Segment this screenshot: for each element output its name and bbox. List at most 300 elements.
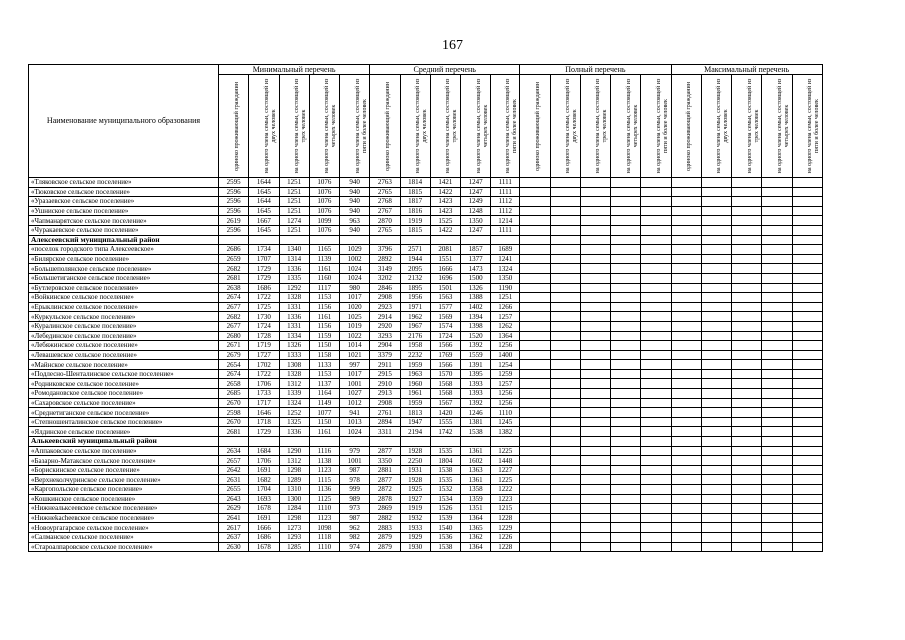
empty-cell [701,475,731,485]
empty-cell [520,360,550,370]
empty-cell [792,321,822,331]
min-value-cell: 1156 [309,321,339,331]
empty-cell [732,485,762,495]
empty-cell [611,187,641,197]
min-value-cell: 1328 [279,369,309,379]
empty-cell [641,456,671,466]
mid-value-cell: 1563 [430,293,460,303]
min-value-cell: 1077 [309,408,339,418]
min-value-cell: 1722 [249,369,279,379]
min-value-cell: 1136 [309,485,339,495]
min-value-cell: 940 [340,187,370,197]
min-value-cell: 2659 [219,254,249,264]
min-value-cell: 2596 [219,206,249,216]
empty-cell [611,197,641,207]
mid-value-cell: 2915 [370,369,400,379]
min-value-cell: 978 [340,475,370,485]
empty-cell [671,360,701,370]
municipality-name: «Ромодановское сельское поселение» [29,389,219,399]
subcolumn-header [430,75,460,178]
empty-cell [792,264,822,274]
empty-cell [792,235,822,245]
empty-cell [550,389,580,399]
subcolumn-header [671,75,701,178]
empty-cell [641,293,671,303]
min-value-cell: 1691 [249,465,279,475]
empty-cell [550,398,580,408]
mid-value-cell: 2761 [370,408,400,418]
empty-cell [792,379,822,389]
table-row [29,485,823,495]
mid-value-cell: 1254 [491,360,520,370]
municipality-name: «Лебяжинское сельское поселение» [29,341,219,351]
subcolumn-header-text: на одного члена семьи, состоящей из двух человек [565,78,578,174]
min-value-cell: 2670 [219,417,249,427]
min-value-cell: 1717 [249,398,279,408]
mid-value-cell: 1577 [430,302,460,312]
empty-cell [520,494,550,504]
mid-value-cell: 1364 [461,513,491,523]
min-value-cell: 1024 [340,427,370,437]
empty-cell [611,178,641,188]
mid-value-cell: 1392 [461,341,491,351]
min-value-cell: 1125 [309,494,339,504]
empty-cell [400,235,430,245]
empty-cell [580,369,610,379]
empty-cell [641,408,671,418]
empty-cell [762,206,792,216]
mid-value-cell: 1422 [430,187,460,197]
table-row [29,245,823,255]
empty-cell [611,273,641,283]
mid-value-cell: 1534 [430,494,460,504]
empty-cell [309,235,339,245]
empty-cell [701,427,731,437]
min-value-cell: 1159 [309,331,339,341]
empty-cell [701,273,731,283]
min-value-cell: 1252 [279,408,309,418]
empty-cell [611,312,641,322]
empty-cell [611,532,641,542]
min-value-cell: 1702 [249,360,279,370]
mid-value-cell: 2882 [370,513,400,523]
min-value-cell: 963 [340,216,370,226]
subcolumn-header [792,75,822,178]
min-value-cell: 2674 [219,369,249,379]
empty-cell [671,389,701,399]
min-value-cell: 1076 [309,197,339,207]
min-value-cell: 1251 [279,187,309,197]
min-value-cell: 1024 [340,273,370,283]
empty-cell [641,178,671,188]
table-row [29,408,823,418]
mid-value-cell: 1112 [491,197,520,207]
min-value-cell: 1139 [309,254,339,264]
mid-value-cell: 1813 [400,408,430,418]
empty-cell [792,369,822,379]
empty-cell [520,427,550,437]
min-value-cell: 1289 [279,475,309,485]
empty-cell [641,187,671,197]
empty-cell [732,197,762,207]
empty-cell [611,398,641,408]
min-value-cell: 1020 [340,302,370,312]
min-value-cell: 1718 [249,417,279,427]
min-value-cell: 1314 [279,254,309,264]
name-column-header: Наименование муниципального образования [29,65,219,178]
empty-cell [762,254,792,264]
mid-value-cell: 1247 [461,187,491,197]
min-value-cell: 1019 [340,321,370,331]
min-value-cell: 1328 [279,293,309,303]
mid-value-cell: 2869 [370,504,400,514]
empty-cell [580,446,610,456]
group-header-full: Полный перечень [520,65,671,75]
min-value-cell: 997 [340,360,370,370]
min-value-cell: 1001 [340,379,370,389]
table-row [29,427,823,437]
min-value-cell: 1001 [340,456,370,466]
mid-value-cell: 1815 [400,225,430,235]
empty-cell [279,235,309,245]
subcolumn-header [491,75,520,178]
empty-cell [701,341,731,351]
min-value-cell: 2657 [219,456,249,466]
mid-value-cell: 1266 [491,302,520,312]
empty-cell [550,178,580,188]
min-value-cell: 2630 [219,542,249,552]
min-value-cell: 1722 [249,293,279,303]
min-value-cell: 2682 [219,264,249,274]
mid-value-cell: 1473 [461,264,491,274]
mid-value-cell: 2910 [370,379,400,389]
section-title: Алексеевский муниципальный район [29,235,219,245]
empty-cell [792,446,822,456]
empty-cell [701,485,731,495]
empty-cell [520,273,550,283]
min-value-cell: 1161 [309,427,339,437]
empty-cell [641,465,671,475]
min-value-cell: 1293 [279,532,309,542]
empty-cell [580,178,610,188]
municipality-name: «Левашевское сельское поселение» [29,350,219,360]
table-row [29,389,823,399]
subcolumn-header-text: на одного члена семьи, состоящей из четырех человек [776,78,790,174]
empty-cell [732,264,762,274]
empty-cell [550,245,580,255]
min-value-cell: 2642 [219,465,249,475]
empty-cell [671,350,701,360]
empty-cell [762,187,792,197]
mid-value-cell: 1422 [430,225,460,235]
mid-value-cell: 1535 [430,446,460,456]
min-value-cell: 1123 [309,465,339,475]
empty-cell [611,427,641,437]
empty-cell [580,437,610,447]
mid-value-cell: 1377 [461,254,491,264]
min-value-cell: 940 [340,225,370,235]
empty-cell [732,446,762,456]
subcolumn-header-text: на одного члена семьи, состоящей из четырех человек [475,78,489,174]
mid-value-cell: 1919 [400,216,430,226]
mid-value-cell: 1400 [491,350,520,360]
table-body [29,178,823,552]
mid-value-cell: 1928 [400,446,430,456]
municipality-name: «Сахаровское сельское поселение» [29,398,219,408]
mid-value-cell: 1351 [461,504,491,514]
mid-value-cell: 1696 [430,273,460,283]
min-value-cell: 1012 [340,398,370,408]
subcolumn-header-text: на одного члена семьи, состоящей из пяти и более человек [505,78,518,174]
empty-cell [580,504,610,514]
empty-cell [762,398,792,408]
min-value-cell: 1251 [279,197,309,207]
empty-cell [671,273,701,283]
empty-cell [520,389,550,399]
empty-cell [701,206,731,216]
min-value-cell: 1150 [309,417,339,427]
mid-value-cell: 2081 [430,245,460,255]
subcolumn-header-text: одиноко проживающий гражданин [384,81,391,171]
municipality-name: «Верхнеколчуринское сельское поселение» [29,475,219,485]
empty-cell [550,417,580,427]
empty-cell [792,456,822,466]
empty-cell [550,542,580,552]
mid-value-cell: 1256 [491,389,520,399]
empty-cell [732,273,762,283]
empty-cell [550,331,580,341]
municipality-name: «Среднетиганское сельское поселение» [29,408,219,418]
empty-cell [641,475,671,485]
empty-cell [732,293,762,303]
empty-cell [580,187,610,197]
empty-cell [611,465,641,475]
empty-cell [370,235,400,245]
empty-cell [701,197,731,207]
min-value-cell: 987 [340,513,370,523]
mid-value-cell: 1361 [461,475,491,485]
mid-value-cell: 1223 [491,494,520,504]
min-value-cell: 1706 [249,379,279,389]
empty-cell [732,331,762,341]
empty-cell [792,437,822,447]
table-row [29,456,823,466]
mid-value-cell: 2923 [370,302,400,312]
min-value-cell: 1251 [279,178,309,188]
mid-value-cell: 1971 [400,302,430,312]
empty-cell [520,437,550,447]
empty-cell [641,398,671,408]
empty-cell [520,369,550,379]
mid-value-cell: 1358 [461,485,491,495]
empty-cell [550,312,580,322]
mid-value-cell: 1929 [400,532,430,542]
mid-value-cell: 1256 [491,341,520,351]
min-value-cell: 1728 [249,331,279,341]
empty-cell [520,293,550,303]
min-value-cell: 1727 [249,350,279,360]
min-value-cell: 1025 [340,312,370,322]
municipality-name: «Войкинское сельское поселение» [29,293,219,303]
empty-cell [580,206,610,216]
min-value-cell: 2674 [219,293,249,303]
municipality-name: «Куралинское сельское поселение» [29,321,219,331]
municipality-name: «Кошкинское сельское поселение» [29,494,219,504]
mid-value-cell: 1559 [461,350,491,360]
empty-cell [520,178,550,188]
empty-cell [792,341,822,351]
empty-cell [732,312,762,322]
empty-cell [641,264,671,274]
municipality-name: «Билярское сельское поселение» [29,254,219,264]
min-value-cell: 1013 [340,417,370,427]
empty-cell [611,369,641,379]
min-value-cell: 979 [340,446,370,456]
empty-cell [792,513,822,523]
mid-value-cell: 1526 [430,504,460,514]
min-value-cell: 974 [340,542,370,552]
empty-cell [792,302,822,312]
empty-cell [701,331,731,341]
empty-cell [520,321,550,331]
mid-value-cell: 1963 [400,369,430,379]
table-row [29,197,823,207]
empty-cell [732,350,762,360]
min-value-cell: 1021 [340,350,370,360]
empty-cell [550,408,580,418]
empty-cell [792,427,822,437]
mid-value-cell: 2894 [370,417,400,427]
empty-cell [762,532,792,542]
mid-value-cell: 1536 [430,532,460,542]
min-value-cell: 2677 [219,321,249,331]
min-value-cell: 2643 [219,494,249,504]
empty-cell [701,389,731,399]
table-row [29,494,823,504]
mid-value-cell: 1569 [430,312,460,322]
empty-cell [732,225,762,235]
min-value-cell: 1724 [249,321,279,331]
empty-cell [671,523,701,533]
min-value-cell: 2619 [219,216,249,226]
table-row [29,178,823,188]
mid-value-cell: 1229 [491,523,520,533]
municipality-name: «Родниковское сельское поселение» [29,379,219,389]
min-value-cell: 1123 [309,513,339,523]
mid-value-cell: 1395 [461,369,491,379]
empty-cell [309,437,339,447]
subcolumn-header-text: одиноко проживающий гражданин [233,81,240,171]
min-value-cell: 1029 [340,245,370,255]
empty-cell [550,532,580,542]
empty-cell [762,197,792,207]
mid-value-cell: 1551 [430,254,460,264]
empty-cell [580,321,610,331]
mid-value-cell: 1402 [461,302,491,312]
empty-cell [611,216,641,226]
empty-cell [611,417,641,427]
min-value-cell: 1290 [279,446,309,456]
subcolumn-header-text: на одного члена семьи, состоящей из трех человек [294,78,307,174]
empty-cell [520,456,550,466]
min-value-cell: 1312 [279,456,309,466]
subcolumn-header [762,75,792,178]
min-value-cell: 1298 [279,513,309,523]
min-value-cell: 980 [340,283,370,293]
subcolumn-header-text: на одного члена семьи, состоящей из двух человек [415,78,428,174]
table-row [29,532,823,542]
mid-value-cell: 1962 [400,312,430,322]
empty-cell [611,437,641,447]
subcolumn-header-text: на одного члена семьи, состоящей из двух человек [263,78,277,174]
empty-cell [550,197,580,207]
min-value-cell: 2595 [219,178,249,188]
mid-value-cell: 1350 [491,273,520,283]
mid-value-cell: 1857 [461,245,491,255]
min-value-cell: 1099 [309,216,339,226]
empty-cell [701,321,731,331]
min-value-cell: 1076 [309,178,339,188]
empty-cell [732,321,762,331]
mid-value-cell: 2571 [400,245,430,255]
empty-cell [762,293,792,303]
min-value-cell: 1076 [309,187,339,197]
mid-value-cell: 1361 [461,446,491,456]
empty-cell [762,350,792,360]
min-value-cell: 1284 [279,504,309,514]
page-number: 167 [442,38,463,53]
empty-cell [762,389,792,399]
empty-cell [671,187,701,197]
mid-value-cell: 3311 [370,427,400,437]
municipality-name: «поселок городского типа Алексеевское» [29,245,219,255]
table-row [29,465,823,475]
empty-cell [732,178,762,188]
empty-cell [792,225,822,235]
subcolumn-header [279,75,309,178]
empty-cell [611,389,641,399]
mid-value-cell: 2765 [370,187,400,197]
table-row [29,542,823,552]
min-value-cell: 1340 [279,245,309,255]
empty-cell [520,350,550,360]
empty-cell [550,235,580,245]
table-row [29,187,823,197]
subcolumn-header [219,75,249,178]
min-value-cell: 1274 [279,216,309,226]
empty-cell [792,283,822,293]
min-value-cell: 1156 [309,302,339,312]
empty-cell [732,206,762,216]
empty-cell [732,245,762,255]
empty-cell [732,494,762,504]
min-value-cell: 962 [340,523,370,533]
empty-cell [550,513,580,523]
empty-cell [520,523,550,533]
empty-cell [641,206,671,216]
municipality-name: «Аппаковское сельское поселение» [29,446,219,456]
empty-cell [671,532,701,542]
min-value-cell: 940 [340,206,370,216]
min-value-cell: 1645 [249,206,279,216]
empty-cell [762,264,792,274]
min-value-cell: 1336 [279,264,309,274]
empty-cell [520,485,550,495]
empty-cell [762,408,792,418]
mid-value-cell: 1947 [400,417,430,427]
empty-cell [520,235,550,245]
min-value-cell: 973 [340,504,370,514]
